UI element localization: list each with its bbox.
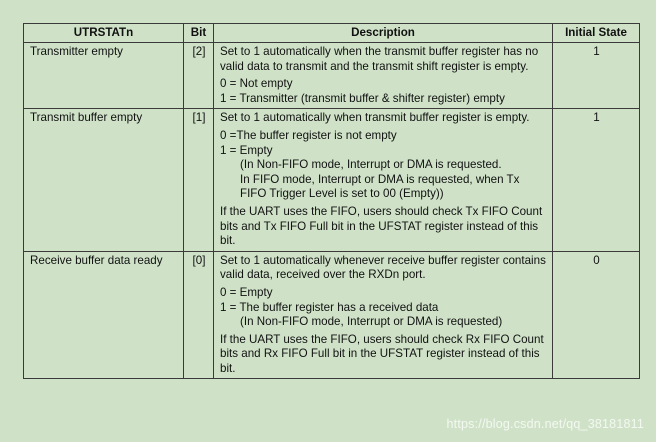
description-note: (In Non-FIFO mode, Interrupt or DMA is requested. <box>240 158 502 172</box>
header-row <box>24 24 640 43</box>
table-row <box>24 251 640 379</box>
initial-state: 1 <box>553 43 640 109</box>
field-name: Receive buffer data ready <box>24 251 184 379</box>
description-paragraph: Set to 1 automatically when transmit buffer register is empty. <box>220 111 530 125</box>
bit-position: [1] <box>184 109 214 251</box>
description-paragraph: If the UART uses the FIFO, users should check Rx FIFO Count bits and Rx FIFO Full bit in the UFSTAT register instead of this bit. <box>220 332 544 375</box>
table-row <box>24 109 640 251</box>
bit-position: [2] <box>184 43 214 109</box>
field-name: Transmitter empty <box>24 43 184 109</box>
field-description <box>214 251 553 379</box>
table-row <box>24 43 640 109</box>
register-table <box>23 23 640 379</box>
description-line: 1 = The buffer register has a received data <box>220 300 439 314</box>
description-line: 0 =The buffer register is not empty <box>220 128 397 142</box>
column-header-bit: Bit <box>184 24 214 43</box>
description-line: 1 = Empty <box>220 143 273 157</box>
description-note: In FIFO mode, Interrupt or DMA is requested, when Tx FIFO Trigger Level is set to 00 (Empty)) <box>240 172 520 201</box>
bit-position: [0] <box>184 251 214 379</box>
description-line: 0 = Not empty <box>220 77 293 91</box>
field-description <box>214 109 553 251</box>
description-line: 1 = Transmitter (transmit buffer & shifter register) empty <box>220 91 505 105</box>
description-note: (In Non-FIFO mode, Interrupt or DMA is requested) <box>240 315 503 329</box>
field-description <box>214 43 553 109</box>
column-header-register: UTRSTATn <box>24 24 184 43</box>
watermark: https://blog.csdn.net/qq_38181811 <box>446 417 644 431</box>
field-name: Transmit buffer empty <box>24 109 184 251</box>
column-header-description: Description <box>214 24 553 43</box>
description-paragraph: Set to 1 automatically whenever receive buffer register contains valid data, received over the RXDn port. <box>220 253 546 282</box>
description-paragraph: If the UART uses the FIFO, users should check Tx FIFO Count bits and Tx FIFO Full bit in the UFSTAT register instead of this bit. <box>220 204 543 248</box>
initial-state: 1 <box>553 109 640 251</box>
description-line: 0 = Empty <box>220 285 273 299</box>
description-paragraph: Set to 1 automatically when the transmit buffer register has no valid data to transmit and the transmit shift register is empty. <box>220 45 539 73</box>
initial-state: 0 <box>553 251 640 379</box>
column-header-initial-state: Initial State <box>553 24 640 43</box>
